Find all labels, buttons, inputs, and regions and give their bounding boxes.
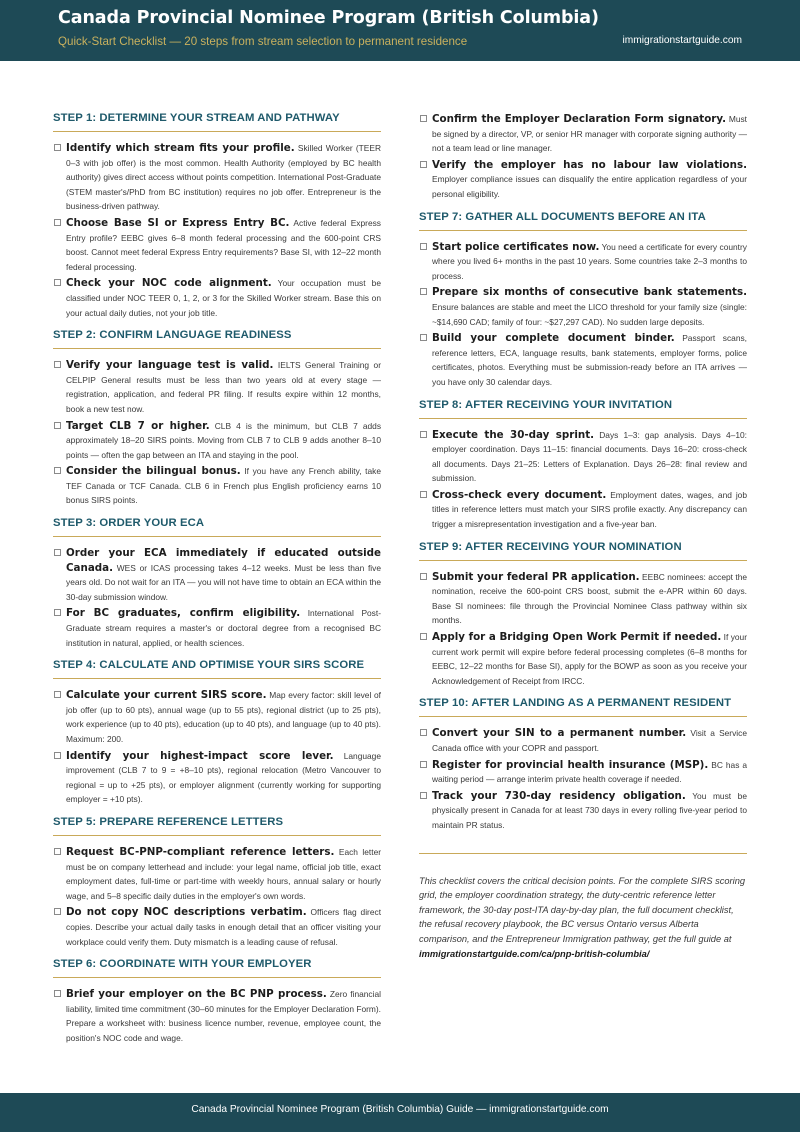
checkbox[interactable] [420, 792, 427, 799]
right-column [419, 112, 747, 961]
checklist-item [53, 546, 381, 604]
checklist-item [53, 845, 381, 903]
checklist-item [53, 987, 381, 1045]
checklist-item [53, 749, 381, 807]
checklist-item [419, 630, 747, 688]
checklist-item [419, 428, 747, 486]
checklist-item [419, 570, 747, 628]
checklist-item [53, 688, 381, 746]
checkbox[interactable] [54, 908, 61, 915]
checklist-item [53, 419, 381, 463]
item-description: Zero financial liability, limited time commitment (30–60 minutes for the Employer Declaration Form). Prepare a worksheet with: business licence number, revenue, employee count, the position's NOC code and wage. [66, 989, 381, 1043]
item-description: If you have any French ability, take TEF Canada or TCF Canada. CLB 6 in French plus English proficiency earns 10 bonus SIRS points. [66, 466, 381, 506]
item-description: Employment dates, wages, and job titles in reference letters must match your SIRS profile exactly. Any discrepancy can trigger a misrepresentation investigation and a five-year ban. [432, 489, 747, 530]
item-description: You need a certificate for every country where you lived 6+ months in the past 10 years. Some countries take 2–3 months to process. [432, 241, 747, 281]
checkbox[interactable] [420, 633, 427, 640]
checkbox[interactable] [420, 729, 427, 736]
item-description: WES or ICAS processing takes 4–12 weeks. Must be less than five years old. Do not wait for an ITA — you will not have time to obtain an ECA within the 30-day submission window. [66, 562, 382, 602]
checklist-step [53, 958, 381, 1045]
header-site-link[interactable]: immigrationstartguide.com [622, 35, 742, 46]
checkbox[interactable] [420, 491, 427, 498]
item-description: If your current work permit will expire before federal processing completes (6–8 months for EEBC, 12–22 months for Base SI), apply for the BOWP as soon as you receive your Acknowledgement of Receipt from IRCC. [432, 632, 747, 686]
checklist-item [419, 726, 747, 755]
item-lead: Track your 730-day residency obligation. [432, 789, 686, 802]
step-heading: STEP 5: PREPARE REFERENCE LETTERS [53, 816, 381, 836]
checklist-step [53, 329, 381, 508]
left-column [53, 112, 381, 1055]
checklist-step [53, 517, 381, 650]
item-lead: Verify your language test is valid. [66, 359, 274, 372]
item-lead: Verify the employer has no labour law violations. [432, 158, 747, 171]
item-description: Must be signed by a director, VP, or senior HR manager with corporate signing authority — not a team lead or line manager. [432, 114, 748, 154]
checklist-item [419, 240, 747, 284]
item-lead: Request BC-PNP-compliant reference letters. [66, 845, 335, 858]
item-lead: Apply for a Bridging Open Work Permit if needed. [432, 631, 722, 644]
item-description: IELTS General Training or CELPIP General results must be less than two years old at every stage — registration, application, and federal PR filing. If results expire within 12 months, book a new test now. [66, 360, 381, 414]
checklist-item [419, 758, 747, 787]
checkbox[interactable] [420, 115, 427, 122]
checklist-item [53, 905, 381, 949]
closing-text: This checklist covers the critical decision points. For the complete SIRS scoring grid, the employer coordination strategy, the duty-centric reference letter framework, the 30-day post-ITA day-by-day plan, the full document checklist, the refusal recovery playbook, the BC versus Ontario versus Alberta comparison, and the Entrepreneur Immigration pathway, get the full guide at [419, 875, 746, 944]
checklist-item [53, 141, 381, 214]
checklist-item [53, 216, 381, 274]
item-lead: For BC graduates, confirm eligibility. [66, 607, 301, 620]
item-description: Your occupation must be classified under NOC TEER 0, 1, 2, or 3 for the Skilled Worker stream. Base this on your actual daily duties, not your job title. [66, 278, 381, 318]
item-lead: Build your complete document binder. [432, 332, 675, 345]
checkbox[interactable] [420, 431, 427, 438]
item-lead: Identify which stream fits your profile. [66, 142, 295, 154]
checklist-item [419, 789, 747, 833]
item-description: Passport scans, reference letters, ECA, language results, bank statements, employer forms, police certificates, photos. Everything must be submission-ready before an ITA arrives — you have only 30 calendar days. [432, 333, 747, 387]
checklist-item [53, 276, 381, 320]
checkbox[interactable] [420, 573, 427, 580]
item-lead: Consider the bilingual bonus. [66, 465, 241, 478]
step-heading: STEP 10: AFTER LANDING AS A PERMANENT RESIDENT [419, 697, 747, 717]
item-description: BC has a waiting period — arrange interim private health coverage if needed. [432, 759, 748, 785]
item-description: International Post-Graduate stream requires a master's or doctoral degree from a recognised BC institution in natural, applied, or health sciences. [66, 608, 381, 648]
item-description: Days 1–3: gap analysis. Days 4–10: employer coordination. Days 11–15: financial documents. Days 16–20: cross-check all documents. Days 21–25: Letters of Explanation. Days 26–28: final review and submission. [432, 429, 747, 484]
step-heading: STEP 6: COORDINATE WITH YOUR EMPLOYER [53, 958, 381, 978]
item-lead: Submit your federal PR application. [432, 570, 640, 583]
step-heading: STEP 2: CONFIRM LANGUAGE READINESS [53, 329, 381, 349]
item-description: You must be physically present in Canada for at least 730 days in every rolling five-year period to maintain PR status. [432, 790, 747, 830]
item-lead: Start police certificates now. [432, 240, 600, 253]
checkbox[interactable] [54, 361, 61, 368]
checklist-step [419, 399, 747, 532]
item-description: Employer compliance issues can disqualify the entire application regardless of your personal eligibility. [432, 174, 747, 199]
step-heading: STEP 1: DETERMINE YOUR STREAM AND PATHWAY [53, 112, 381, 132]
page-footer: Canada Provincial Nominee Program (British Columbia) Guide — immigrationstartguide.com [0, 1093, 800, 1132]
item-lead: Register for provincial health insurance (MSP). [432, 758, 709, 771]
checklist-step [419, 112, 747, 202]
checkbox[interactable] [420, 288, 427, 295]
checkbox[interactable] [54, 219, 61, 226]
item-lead: Prepare six months of consecutive bank statements. [432, 286, 747, 299]
step-heading: STEP 4: CALCULATE AND OPTIMISE YOUR SIRS SCORE [53, 659, 381, 679]
item-description: Active federal Express Entry profile? EEBC gives 6–8 month federal processing and the 600-point CRS boost. Cannot meet federal Express Entry requirements? Base SI, with 12–22 month federal processing. [66, 217, 381, 272]
step-heading: STEP 7: GATHER ALL DOCUMENTS BEFORE AN ITA [419, 211, 747, 231]
item-description: CLB 4 is the minimum, but CLB 7 adds approximately 18–20 SIRS points. Moving from CLB 7 to CLB 9 adds another 8–10 points — often the gap between an ITA and staying in the pool. [66, 420, 382, 460]
step-heading: STEP 3: ORDER YOUR ECA [53, 517, 381, 537]
item-description: Visit a Service Canada office with your COPR and passport. [432, 728, 747, 753]
item-description: Skilled Worker (TEER 0–3 with job offer) is the most common. Health Authority (employed by BC health authority) gives direct access without points competition. International Post-Graduate (STEM master's/PhD from BC institution) requires no job offer. Entrepreneur is the business-driven pathway. [66, 143, 381, 212]
checkbox[interactable] [54, 990, 61, 997]
item-description: Each letter must be on company letterhead and include: your legal name, official job title, exact employment dates, full-time or part-time with weekly hours, annual salary or hourly wage, and 5–8 specific daily duties in the employer's own words. [66, 846, 382, 901]
page-title: Canada Provincial Nominee Program (British Columbia) [58, 8, 599, 28]
checkbox[interactable] [54, 549, 61, 556]
item-description: Ensure balances are stable and meet the LICO threshold for your family size (single: ~$14,690 CAD; family of four: ~$27,297 CAD). No sudden large deposits. [432, 301, 747, 327]
page-header [0, 0, 800, 61]
checkbox[interactable] [54, 609, 61, 616]
checklist-item [53, 358, 381, 416]
checklist-item [53, 606, 381, 650]
checklist-step [419, 211, 747, 390]
checklist-item [53, 464, 381, 508]
checkbox[interactable] [420, 243, 427, 250]
checkbox[interactable] [54, 467, 61, 474]
checklist-step [419, 697, 747, 832]
item-lead: Do not copy NOC descriptions verbatim. [66, 906, 307, 919]
section-divider [419, 853, 747, 854]
checklist-step [419, 541, 747, 689]
checkbox[interactable] [54, 279, 61, 286]
checkbox[interactable] [54, 422, 61, 429]
checkbox[interactable] [54, 691, 61, 698]
item-description: Map every factor: skill level of job offer (up to 60 pts), annual wage (up to 55 pts), regional district (up to 25 pts), work experience (up to 40 pts), education (up to 40 pts), and language (up to 40 pts). Maximum: 200. [66, 690, 381, 744]
item-lead: Confirm the Employer Declaration Form signatory. [432, 113, 727, 125]
checkbox[interactable] [420, 161, 427, 168]
checklist-step [53, 112, 381, 320]
checklist-step [53, 659, 381, 807]
checkbox[interactable] [54, 144, 61, 151]
item-lead: Convert your SIN to a permanent number. [432, 727, 687, 740]
checklist-item [419, 158, 747, 202]
item-lead: Choose Base SI or Express Entry BC. [66, 216, 290, 229]
page-subtitle: Quick-Start Checklist — 20 steps from stream selection to permanent residence [58, 35, 468, 48]
item-lead: Brief your employer on the BC PNP process. [66, 988, 327, 1001]
item-description: EEBC nominees: accept the nomination, receive the 600-point CRS boost, submit the e-APR within 60 days. Base SI nominees: file through the Provincial Nominee Class pathway within six months. [432, 571, 748, 626]
checkbox[interactable] [420, 334, 427, 341]
checklist-item [419, 112, 747, 156]
item-description: Language improvement (CLB 7 to 9 = +8–10 pts), regional relocation (Metro Vancouver to regional = up to +25 pts), or employer alignment (currently working for supporting employer = +10 pts). [66, 750, 381, 805]
item-lead: Execute the 30-day sprint. [432, 428, 595, 441]
checklist-item [419, 331, 747, 389]
checkbox[interactable] [420, 761, 427, 768]
step-heading: STEP 8: AFTER RECEIVING YOUR INVITATION [419, 399, 747, 419]
step-heading: STEP 9: AFTER RECEIVING YOUR NOMINATION [419, 541, 747, 561]
checklist-item [419, 488, 747, 532]
checklist-item [419, 285, 747, 329]
item-lead: Cross-check every document. [432, 488, 607, 501]
checkbox[interactable] [54, 752, 61, 759]
item-lead: Identify your highest-impact score lever. [66, 749, 334, 762]
item-description: Officers flag direct copies. Describe your actual daily tasks in enough detail that an officer visiting your workplace could verify them. Duty mismatch is a leading cause of refusal. [66, 907, 382, 947]
closing-note [419, 874, 747, 962]
checklist-step [53, 816, 381, 949]
item-lead: Calculate your current SIRS score. [66, 689, 267, 702]
item-lead: Order your ECA immediately if educated outside Canada. [66, 547, 381, 574]
guide-link[interactable]: immigrationstartguide.com/ca/pnp-british-columbia/ [419, 948, 650, 959]
checkbox[interactable] [54, 848, 61, 855]
item-lead: Target CLB 7 or higher. [66, 419, 210, 432]
item-lead: Check your NOC code alignment. [66, 277, 272, 290]
